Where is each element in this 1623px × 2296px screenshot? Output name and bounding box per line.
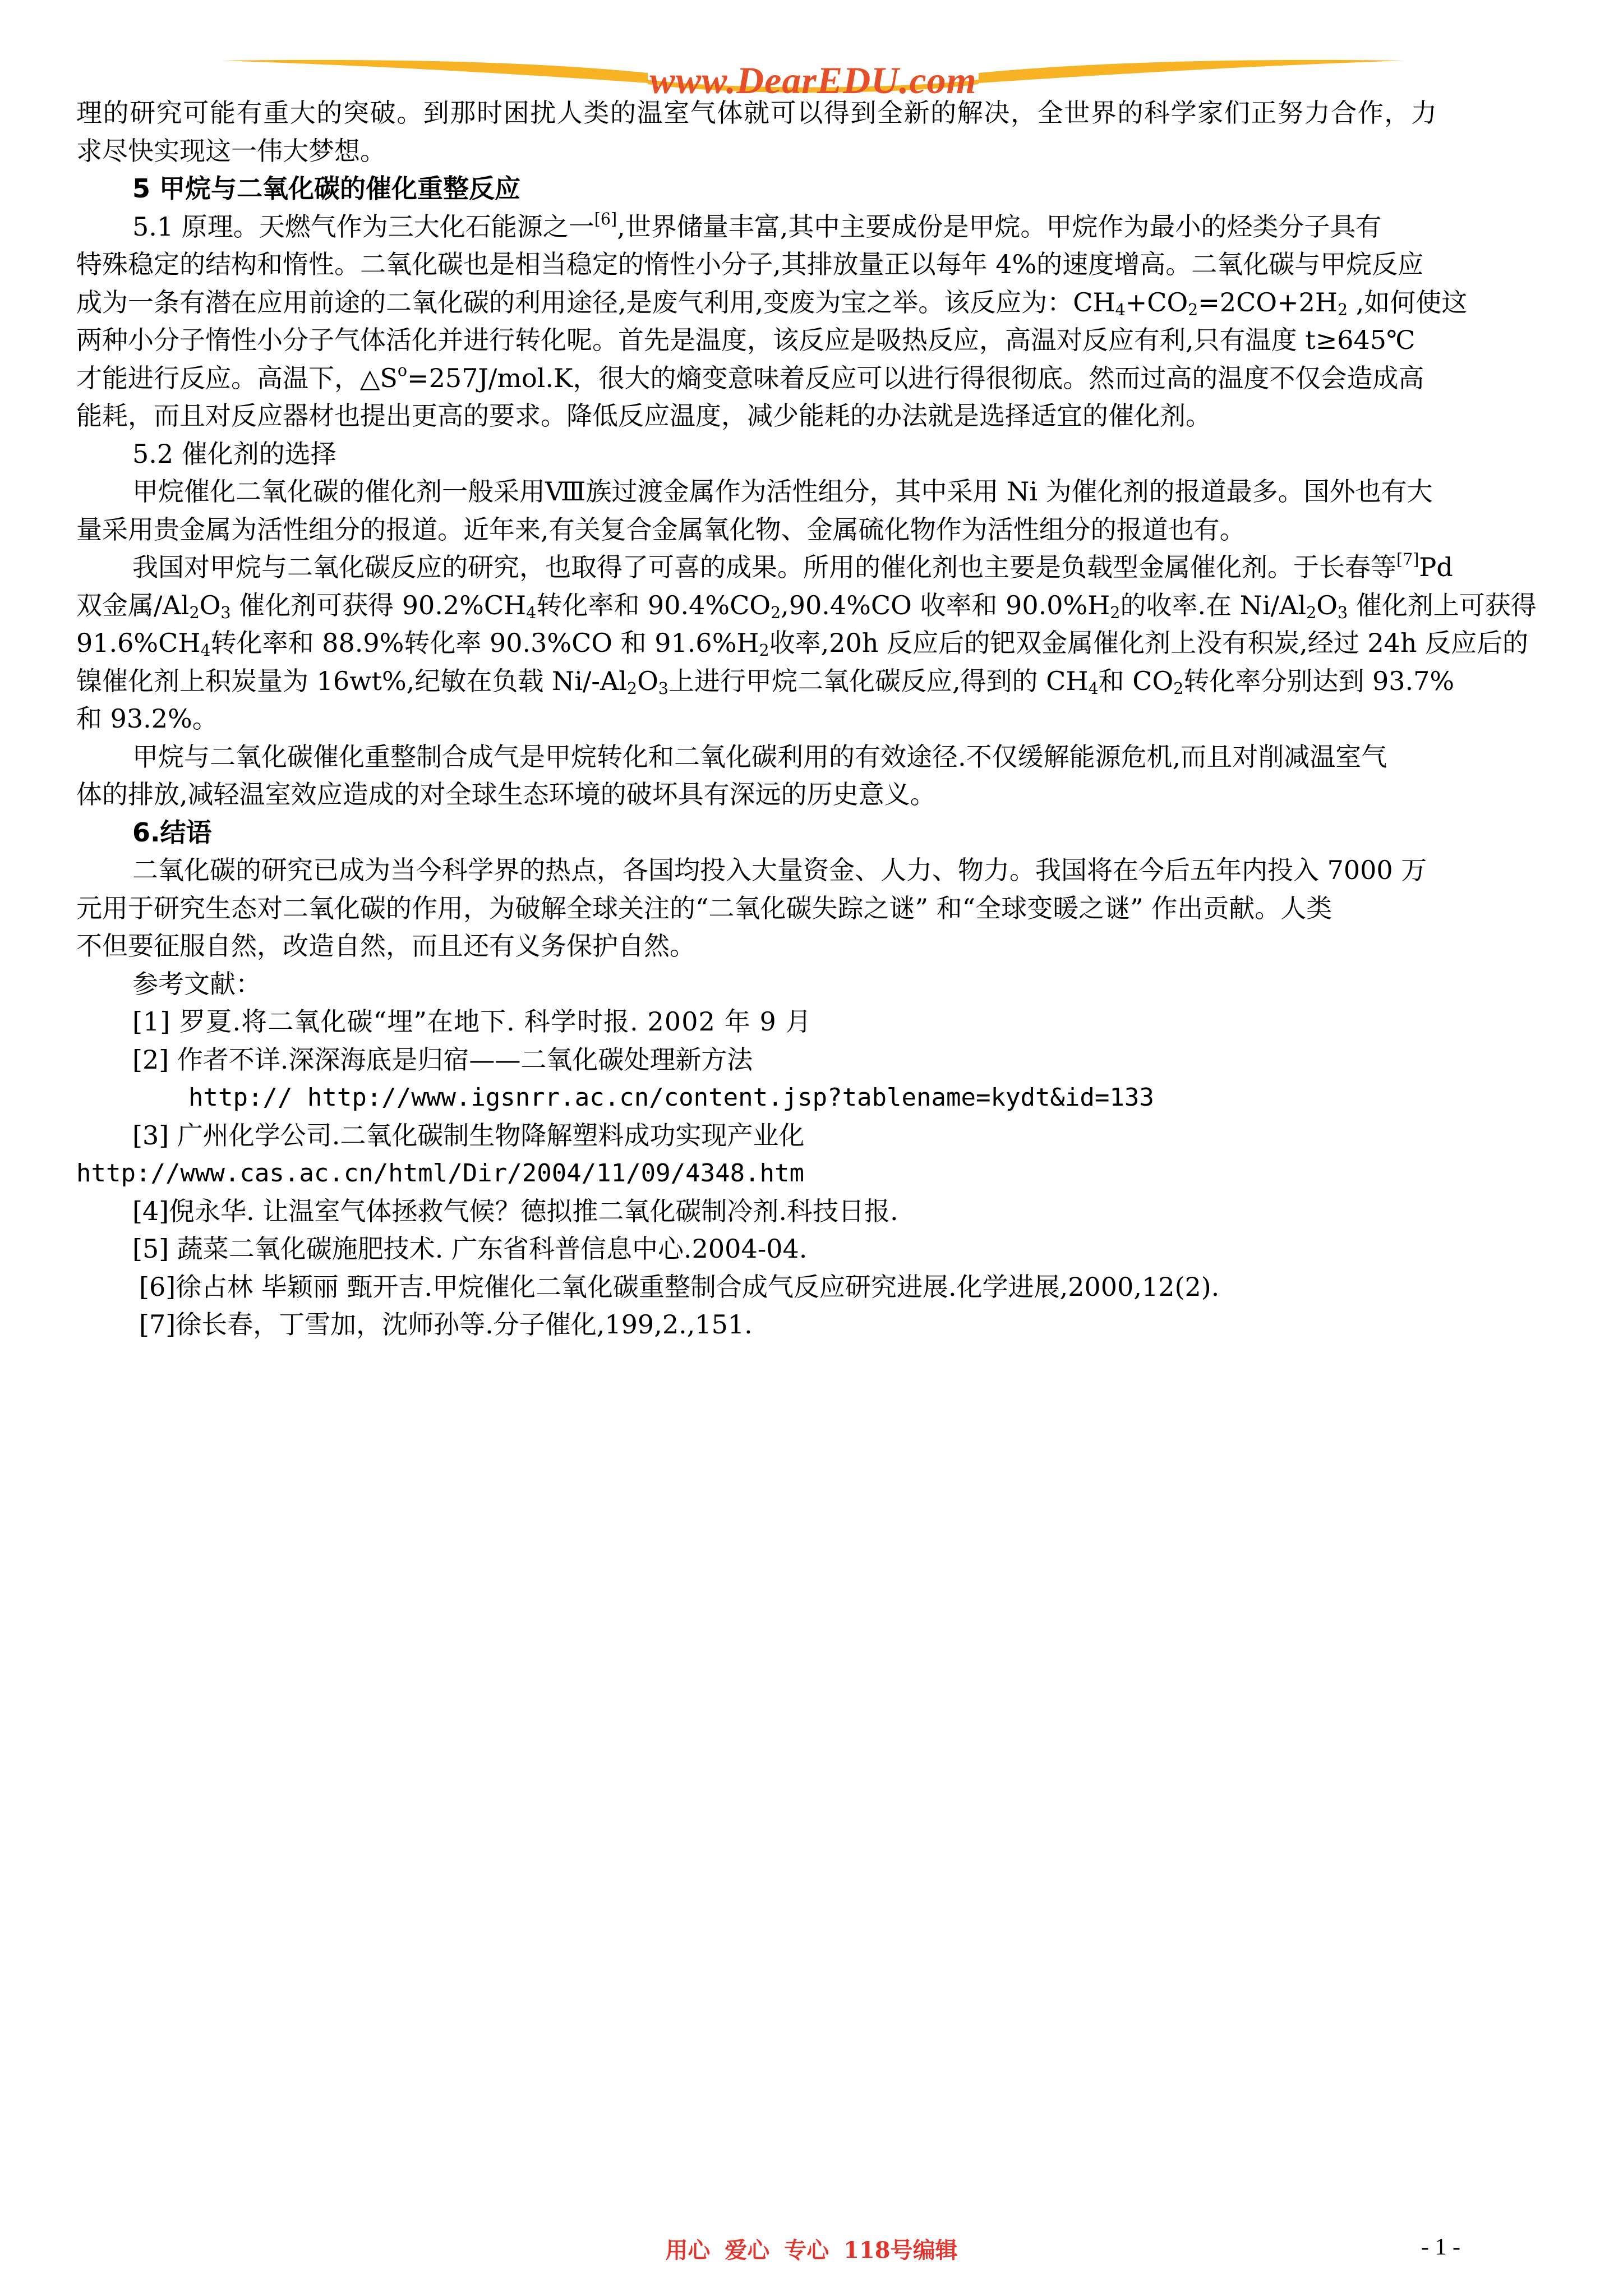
paragraph-5-1-line-6: 能耗，而且对反应器材也提出更高的要求。降低反应温度，减少能耗的办法就是选择适宜的催化剂。 [76, 401, 1211, 431]
reaction-equation: $CH_4+CO_2=2CO+2H_2$ [1073, 287, 1348, 319]
paragraph-5-2a-line-2: 量采用贵金属为活性组分的报道。近年来,有关复合金属氧化物、金属硫化物作为活性组分的报道也有。 [76, 514, 1246, 545]
intro-line-2: 求尽快实现这一伟大梦想。 [76, 135, 386, 166]
paragraph-5-2b-line-5: 和 93.2%。 [76, 703, 218, 734]
site-logo-text: www.DearEDU.com [649, 59, 977, 102]
footer-editor-note: 用心 爱心 专心 118号编辑 [665, 2237, 958, 2263]
paragraph-5-2b-line-1: 我国对甲烷与二氧化碳反应的研究，也取得了可喜的成果。所用的催化剂也主要是负载型金属催化剂。于长春等[7]Pd [132, 550, 1453, 582]
page-number: - 1 - [1421, 2234, 1460, 2260]
conclusion-line-3: 不但要征服自然，改造自然，而且还有义务保护自然。 [76, 931, 695, 961]
section-6-heading: 6.结语 [132, 817, 212, 848]
paragraph-5-2b-line-4: 镍催化剂上积炭量为 16wt%,纪敏在负载 $Ni/-Al_2O_3$上进行甲烷二氧化碳反应,得到的 $CH_4$和 $CO_2$转化率分别达到 93.7% [76, 665, 1455, 698]
citation-6: [6] [594, 209, 617, 228]
intro-line-1: 理的研究可能有重大的突破。到那时困扰人类的温室气体就可以得到全新的解决，全世界的科学家们正努力合作，力 [76, 98, 1438, 128]
reference-4: [4]倪永华. 让温室气体拯救气候？德拟推二氧化碳制冷剂.科技日报. [132, 1195, 898, 1226]
reference-2-url: http:// http://www.igsnrr.ac.cn/content.jsp?tablename=kydt&id=133 [188, 1083, 1154, 1112]
reference-1: [1] 罗夏.将二氧化碳“埋”在地下. 科学时报. 2002 年 9 月 [132, 1006, 812, 1037]
reference-5: [5] 蔬菜二氧化碳施肥技术. 广东省科普信息中心.2004-04. [132, 1234, 808, 1264]
paragraph-5-1-line-3: 成为一条有潜在应用前途的二氧化碳的利用途径,是废气利用,变废为宝之举。该反应为：$CH_4+CO_2=2CO+2H_2$ ,如何使这 [76, 287, 1468, 319]
section-5-2-heading: 5.2 催化剂的选择 [132, 438, 336, 469]
paragraph-5-2c-line-1: 甲烷与二氧化碳催化重整制合成气是甲烷转化和二氧化碳利用的有效途径.不仅缓解能源危机,而且对削减温室气 [132, 741, 1387, 772]
paragraph-5-2c-line-2: 体的排放,减轻温室效应造成的对全球生态环境的破坏具有深远的历史意义。 [76, 779, 936, 809]
paragraph-5-2b-line-2: 双金属$/Al_2O_3$ 催化剂可获得 $90.2\%CH_4$转化率和 $90.4\%CO_2,90.4\%CO$ 收率和 $90.0\%H_2$的收率.在 $Ni/Al_2O_3$ 催化剂上可获得 [76, 590, 1537, 622]
conclusion-line-2: 元用于研究生态对二氧化碳的作用，为破解全球关注的“二氧化碳失踪之谜” 和“全球变暖之谜” 作出贡献。人类 [76, 892, 1332, 923]
reference-3-url: http://www.cas.ac.cn/html/Dir/2004/11/09/4348.htm [76, 1159, 805, 1188]
paragraph-5-1-line-5: 才能进行反应。高温下，$\triangle S^o=257J/mol.K$，很大的熵变意味着反应可以进行得很彻底。然而过高的温度不仅会造成高 [76, 361, 1424, 393]
reference-6: [6]徐占林 毕颖丽 甄开吉.甲烷催化二氧化碳重整制合成气反应研究进展.化学进展,2000,12(2). [139, 1271, 1220, 1302]
paragraph-5-1-line-2: 特殊稳定的结构和惰性。二氧化碳也是相当稳定的惰性小分子,其排放量正以每年 4%的速度增高。二氧化碳与甲烷反应 [76, 249, 1424, 279]
paragraph-5-1-line-4: 两种小分子惰性小分子气体活化并进行转化呢。首先是温度，该反应是吸热反应，高温对反应有利,只有温度 t≥645℃ [76, 325, 1415, 355]
document-body [76, 94, 1555, 1344]
reference-3: [3] 广州化学公司.二氧化碳制生物降解塑料成功实现产业化 [132, 1120, 805, 1151]
conclusion-line-1: 二氧化碳的研究已成为当今科学界的热点，各国均投入大量资金、人力、物力。我国将在今后五年内投入 7000 万 [132, 855, 1427, 885]
section-5-heading: 5 甲烷与二氧化碳的催化重整反应 [132, 173, 521, 204]
reference-2: [2] 作者不详.深深海底是归宿——二氧化碳处理新方法 [132, 1044, 753, 1075]
paragraph-5-2b-line-3: $91.6\%CH_4$转化率和 88.9%转化率 90.3%CO 和 $91.6\%H_2$收率,20h 反应后的钯双金属催化剂上没有积炭,经过 24h 反应后的 [76, 628, 1529, 660]
citation-7: [7] [1396, 550, 1419, 569]
paragraph-5-2a-line-1: 甲烷催化二氧化碳的催化剂一般采用Ⅷ族过渡金属作为活性组分，其中采用 Ni 为催化剂的报道最多。国外也有大 [132, 476, 1433, 507]
reference-7: [7]徐长春，丁雪加，沈师孙等.分子催化,199,2.,151. [139, 1309, 753, 1340]
references-heading: 参考文献： [132, 968, 261, 999]
paragraph-5-1-line-1: 5.1 原理。天燃气作为三大化石能源之一[6],世界储量丰富,其中主要成份是甲烷。甲烷作为最小的烃类分子具有 [132, 209, 1382, 242]
